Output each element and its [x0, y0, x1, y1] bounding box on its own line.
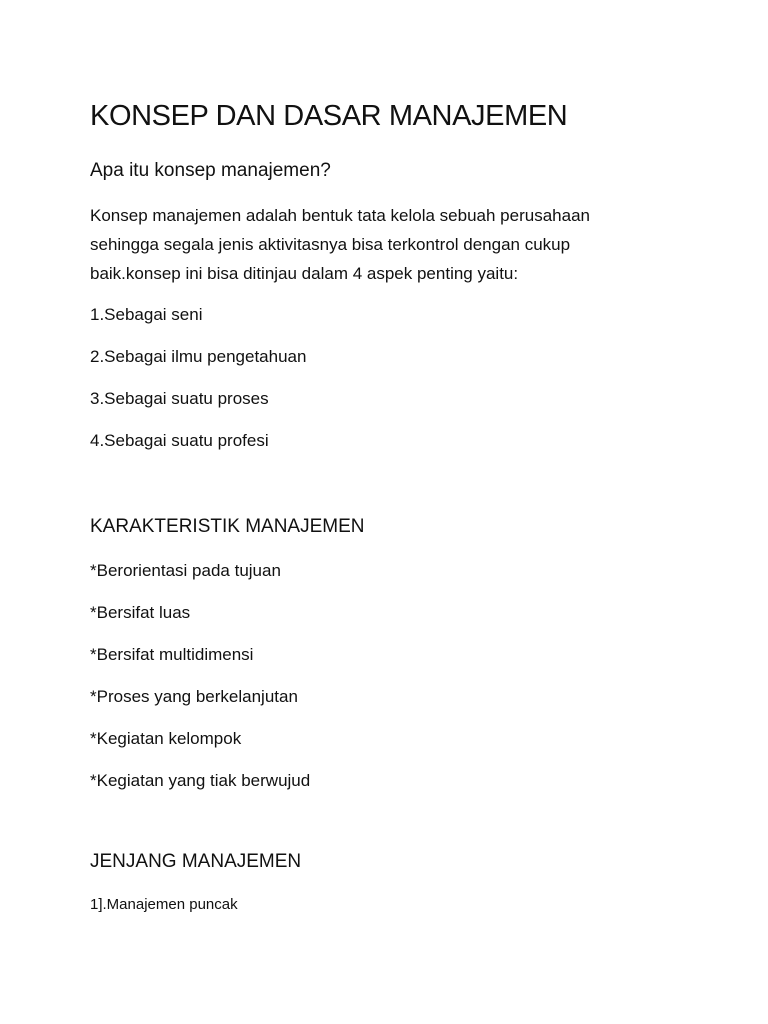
karakteristik-item: *Berorientasi pada tujuan — [90, 561, 281, 580]
aspect-item: 4.Sebagai suatu profesi — [90, 431, 269, 450]
paragraph-line: Konsep manajemen adalah bentuk tata kelola sebuah perusahaan — [90, 206, 590, 225]
intro-paragraph — [90, 201, 680, 288]
subtitle-question: Apa itu konsep manajemen? — [90, 160, 331, 181]
aspect-item: 3.Sebagai suatu proses — [90, 389, 269, 408]
karakteristik-item: *Kegiatan yang tiak berwujud — [90, 771, 311, 790]
aspect-item: 2.Sebagai ilmu pengetahuan — [90, 347, 307, 366]
jenjang-heading: JENJANG MANAJEMEN — [90, 851, 302, 872]
karakteristik-item: *Bersifat luas — [90, 603, 191, 622]
karakteristik-heading: KARAKTERISTIK MANAJEMEN — [90, 516, 365, 537]
karakteristik-item: *Bersifat multidimensi — [90, 645, 254, 664]
karakteristik-item: *Proses yang berkelanjutan — [90, 687, 298, 706]
paragraph-line: baik.konsep ini bisa ditinjau dalam 4 aspek penting yaitu: — [90, 264, 519, 283]
aspect-item: 1.Sebagai seni — [90, 305, 203, 324]
document-title: KONSEP DAN DASAR MANAJEMEN — [90, 100, 568, 132]
karakteristik-item: *Kegiatan kelompok — [90, 729, 242, 748]
jenjang-item: 1].Manajemen puncak — [90, 896, 238, 913]
paragraph-line: sehingga segala jenis aktivitasnya bisa terkontrol dengan cukup — [90, 235, 571, 254]
